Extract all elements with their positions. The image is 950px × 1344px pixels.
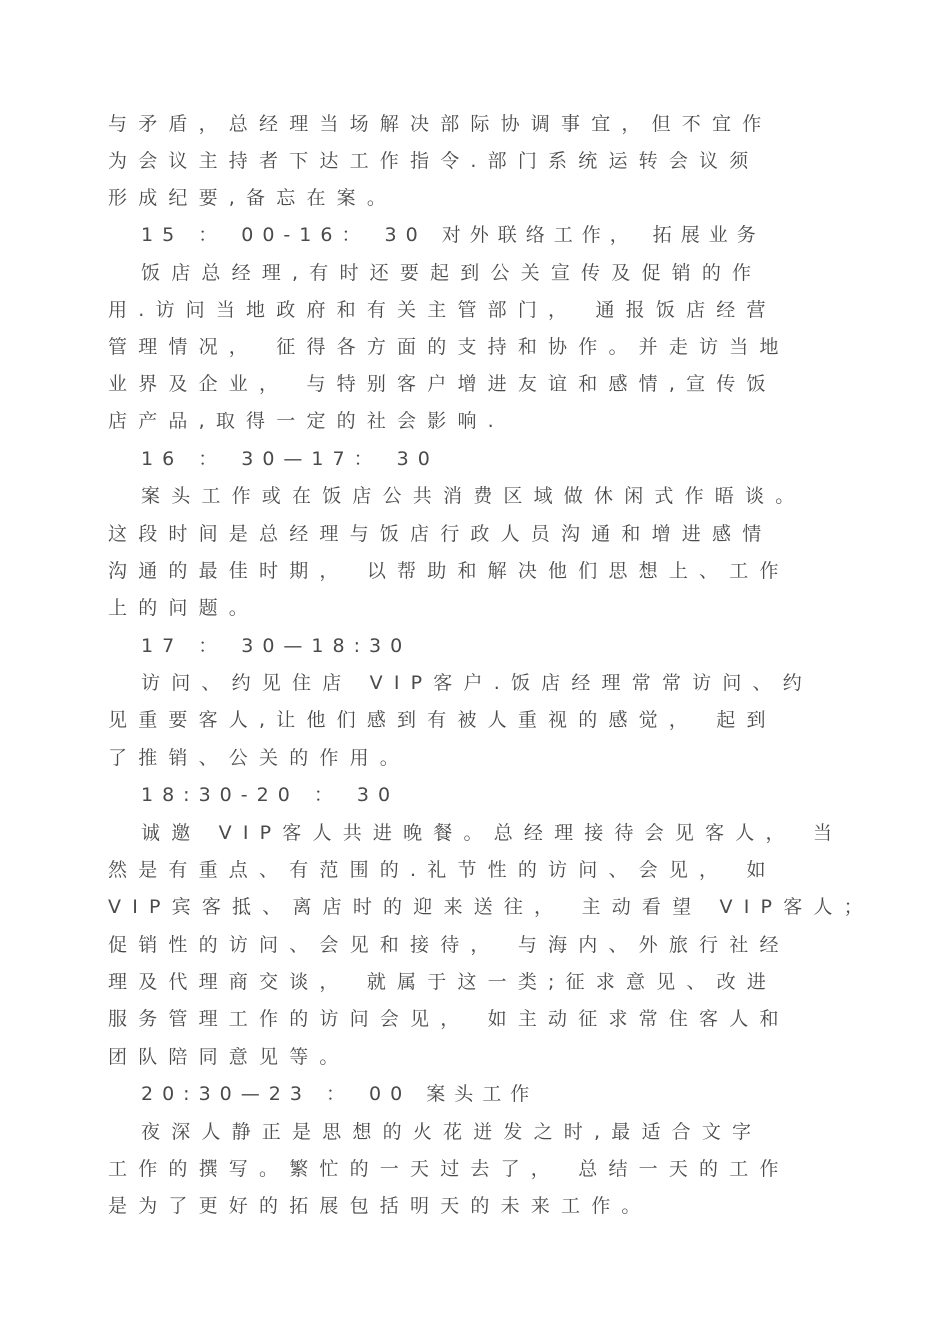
body-text-line: 促销性的访问、会见和接待， 与海内、外旅行社经 (108, 934, 790, 956)
paragraph-first-line: 诚邀 VIP客人共进晚餐。总经理接待会见客人， 当 (141, 822, 844, 844)
time-heading: 20:30—23 ： 00 案头工作 (141, 1083, 539, 1105)
body-text-line: 用.访问当地政府和有关主管部门， 通报饭店经营 (108, 299, 777, 321)
body-text-line: 形成纪要,备忘在案。 (108, 187, 398, 209)
body-text-line: 了推销、公关的作用。 (108, 747, 411, 769)
body-text-line: 管理情况， 征得各方面的支持和协作。并走访当地 (108, 336, 790, 358)
body-text-line: 与矛盾，总经理当场解决部际协调事宜，但不宜作 (108, 113, 773, 135)
body-text-line: 业界及企业， 与特别客户增进友谊和感情,宣传饭 (108, 373, 777, 395)
body-text-line: 然是有重点、有范围的.礼节性的访问、会见， 如 (108, 859, 777, 881)
body-text-line: VIP宾客抵、离店时的迎来送往， 主动看望 VIP客人； (108, 896, 874, 918)
time-heading: 17 ： 30—18:30 (141, 635, 412, 657)
body-text-line: 上的问题。 (108, 597, 260, 619)
time-heading: 15 ： 00-16： 30 对外联络工作， 拓展业务 (141, 224, 765, 246)
body-text-line: 沟通的最佳时期， 以帮助和解决他们思想上、工作 (108, 560, 790, 582)
paragraph-first-line: 夜深人静正是思想的火花迸发之时,最适合文字 (141, 1121, 763, 1143)
body-text-line: 是为了更好的拓展包括明天的未来工作。 (108, 1195, 652, 1217)
paragraph-first-line: 案头工作或在饭店公共消费区域做休闲式作晤谈。 (141, 485, 806, 507)
time-heading: 16 ： 30—17： 30 (141, 448, 439, 470)
body-text-line: 这段时间是总经理与饭店行政人员沟通和增进感情 (108, 523, 773, 545)
body-text-line: 为会议主持者下达工作指令.部门系统运转会议须 (108, 150, 760, 172)
time-heading: 18:30-20 ： 30 (141, 784, 400, 806)
body-text-line: 理及代理商交谈， 就属于这一类;征求意见、改进 (108, 971, 778, 993)
body-text-line: 工作的撰写。繁忙的一天过去了， 总结一天的工作 (108, 1158, 790, 1180)
body-text-line: 见重要客人,让他们感到有被人重视的感觉， 起到 (108, 709, 777, 731)
paragraph-first-line: 访问、约见住店 VIP客户.饭店经理常常访问、约 (141, 672, 813, 694)
body-text-line: 店产品,取得一定的社会影响. (108, 410, 505, 432)
body-text-line: 团队陪同意见等。 (108, 1046, 350, 1068)
paragraph-first-line: 饭店总经理,有时还要起到公关宣传及促销的作 (141, 262, 763, 284)
body-text-line: 服务管理工作的访问会见， 如主动征求常住客人和 (108, 1008, 790, 1030)
